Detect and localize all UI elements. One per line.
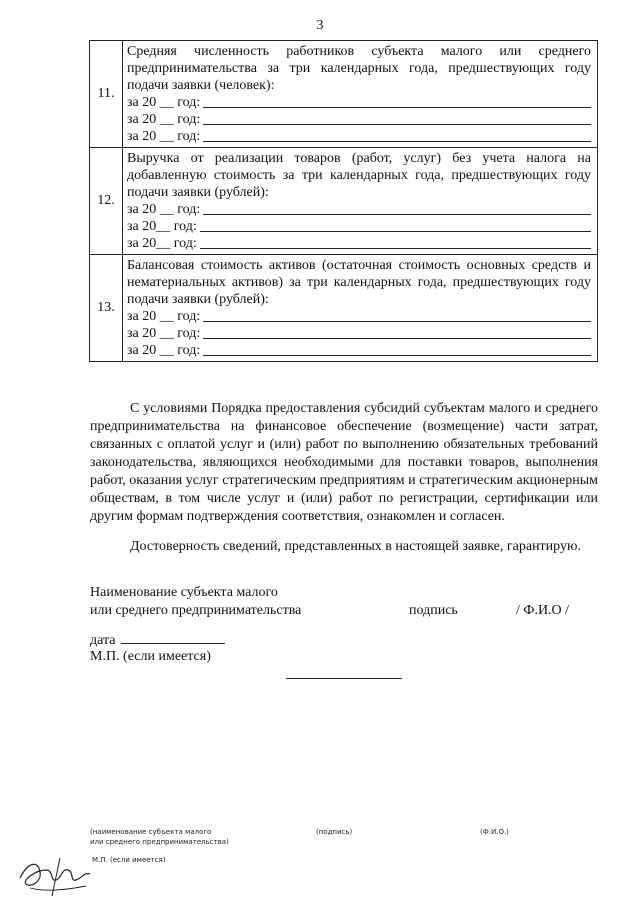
row-number: 12. xyxy=(90,148,123,255)
data-table xyxy=(89,40,598,362)
row-description: Средняя численность работников субъекта малого или среднего предпринимательства за три календарных года, предшествующих году подачи заявки (человек): xyxy=(127,44,591,93)
consent-paragraph: С условиями Порядка предоставления субсидий субъектам малого и среднего предпринимательства на финансовое обеспечение (возмещение) части затрат, связанных с оплатой услуг и (или) работ по выполнению обязательных требований законодательства, являющихся необходимыми для поставки товаров, выполнения работ, оказания услуг стратегическим предприятиям и стратегическим акционерным обществам, в том числе услуг и (или) работ по регистрации, сертификации или другим формам подтверждения соответствия, ознакомлен и согласен. xyxy=(90,401,598,524)
org-name-label-line2: или среднего предпринимательства xyxy=(90,603,302,618)
entry-line xyxy=(200,219,591,232)
entry-line xyxy=(203,326,591,339)
year-line xyxy=(127,342,591,359)
year-line xyxy=(127,218,591,235)
stamp-label: М.П. (если имеется) xyxy=(90,649,211,664)
year-label: за 20 __ год: xyxy=(127,112,201,127)
year-line xyxy=(127,308,591,325)
year-label: за 20 __ год: xyxy=(127,326,201,341)
year-label: за 20 __ год: xyxy=(127,343,201,358)
row-number: 13. xyxy=(90,255,123,362)
footer-sign-label: (подпись) xyxy=(316,828,353,836)
entry-line xyxy=(203,202,591,215)
row-content xyxy=(123,148,598,255)
date-field xyxy=(90,631,225,649)
year-line xyxy=(127,201,591,218)
year-label: за 20 __ год: xyxy=(127,202,201,217)
page-number: 3 xyxy=(316,18,324,33)
year-line xyxy=(127,128,591,145)
row-number: 11. xyxy=(90,41,123,148)
row-description: Балансовая стоимость активов (остаточная стоимость основных средств и нематериальных активов) за три календарных года, предшествующих году подачи заявки (рублей): xyxy=(127,258,591,307)
row-content xyxy=(123,255,598,362)
entry-line xyxy=(203,343,591,356)
divider xyxy=(286,678,402,679)
handwritten-signature xyxy=(16,848,96,900)
guarantee-paragraph: Достоверность сведений, представленных в настоящей заявке, гарантирую. xyxy=(130,539,581,554)
row-content xyxy=(123,41,598,148)
footer-fio-label: (Ф.И.О.) xyxy=(480,828,509,836)
date-label: дата xyxy=(90,633,116,648)
entry-line xyxy=(203,309,591,322)
footer-name-line2: или среднего предпринимательства) xyxy=(90,838,229,846)
table-row xyxy=(90,148,598,255)
entry-line xyxy=(203,129,591,142)
entry-line xyxy=(203,112,591,125)
date-entry-line xyxy=(121,631,225,644)
footer-name-line1: (наименование субъекта малого xyxy=(90,828,212,836)
entry-line xyxy=(200,236,591,249)
year-line xyxy=(127,94,591,111)
table-row xyxy=(90,255,598,362)
year-line xyxy=(127,235,591,252)
table-row xyxy=(90,41,598,148)
footer-stamp-label: М.П. (если имеется) xyxy=(92,856,166,864)
year-line xyxy=(127,325,591,342)
year-label: за 20__ год: xyxy=(127,236,197,251)
year-label: за 20 __ год: xyxy=(127,129,201,144)
org-name-label-line1: Наименование субъекта малого xyxy=(90,585,278,600)
signature-label: подпись xyxy=(409,603,458,618)
fio-label: / Ф.И.О / xyxy=(516,603,570,618)
year-line xyxy=(127,111,591,128)
year-label: за 20 __ год: xyxy=(127,95,201,110)
year-label: за 20__ год: xyxy=(127,219,197,234)
year-label: за 20 __ год: xyxy=(127,309,201,324)
entry-line xyxy=(203,95,591,108)
row-description: Выручка от реализации товаров (работ, услуг) без учета налога на добавленную стоимость за три календарных года, предшествующих году подачи заявки (рублей): xyxy=(127,151,591,200)
